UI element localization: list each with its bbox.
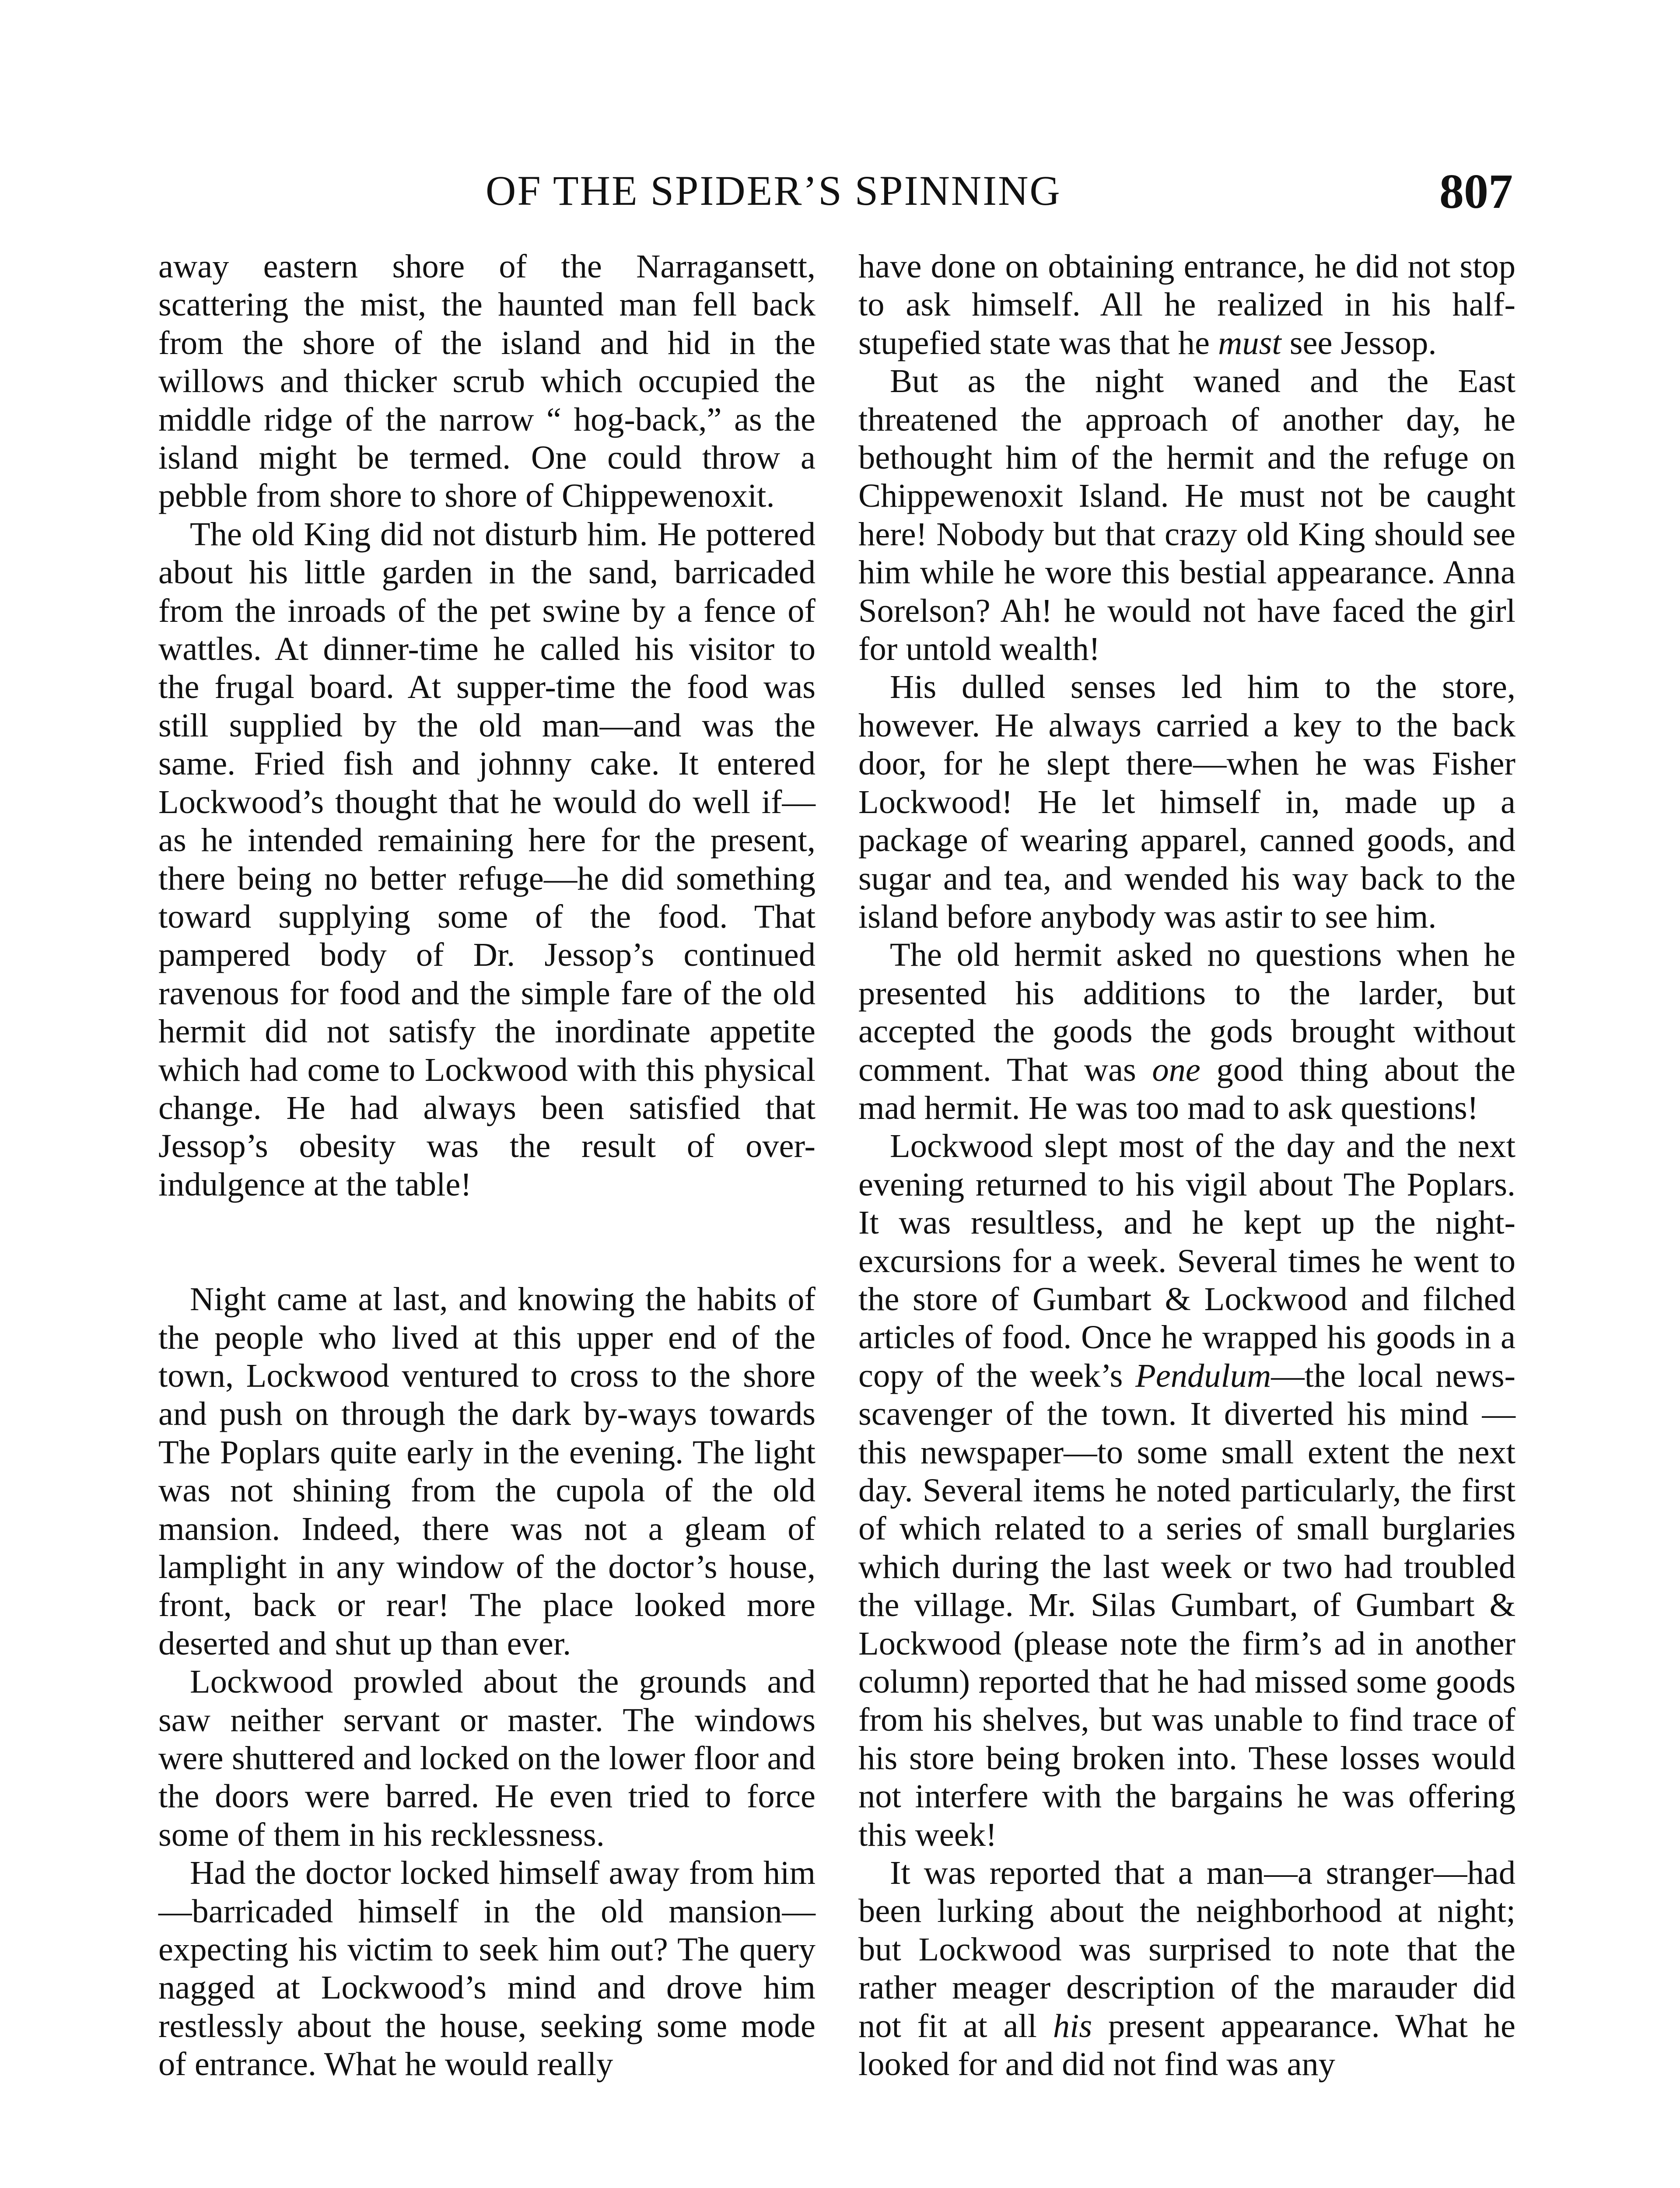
- paragraph: Had the doctor locked himself away from him—barricaded himself in the old mansion—expecting his victim to seek him out? The query nagged at Lockwood’s mind and drove him restlessly about the house, seeking some mode of entrance. What he would really: [158, 1854, 816, 2083]
- paragraph: [858, 1854, 1516, 2083]
- paragraph: Lockwood prowled about the grounds and saw neither servant or master. The windows were shuttered and locked on the lower floor and the doors were barred. He even tried to force some of them in his recklessness.: [158, 1663, 816, 1853]
- emphasis: one: [1152, 1051, 1200, 1088]
- text-run: It was reported that a man—a stranger—had been lurking about the neighborhood at night; but Lockwood was surprised to note that the rather meager description of the marauder did not fit at all: [858, 1854, 1516, 2044]
- paragraph: But as the night waned and the East threatened the approach of another day, he bethought him of the hermit and the refuge on Chippewenoxit Island. He must not be caught here! Nobody but that crazy old King should see him while he wore this bestial appearance. Anna Sorelson? Ah! he would not have faced the girl for untold wealth!: [858, 362, 1516, 668]
- paragraph: [858, 936, 1516, 1127]
- text-run: present appearance. What he looked for and did not find was any: [858, 2007, 1516, 2083]
- paragraph: [858, 1127, 1516, 1854]
- emphasis: Pendulum: [1135, 1357, 1271, 1394]
- text-run: see Jessop.: [1281, 324, 1437, 361]
- text-run: good thing about the mad hermit. He was too mad to ask questions!: [858, 1051, 1516, 1126]
- emphasis: must: [1218, 324, 1281, 361]
- text-run: have done on obtaining entrance, he did not stop to ask himself. All he realized in his half-stupefied state was that he: [858, 248, 1516, 361]
- paragraph: His dulled senses led him to the store, however. He always carried a key to the back door, for he slept there—when he was Fisher Lockwood! He let himself in, made up a package of wearing apparel, canned goods, and sugar and tea, and wended his way back to the island before anybody was astir to see him.: [858, 668, 1516, 935]
- left-column: [158, 247, 816, 2083]
- paragraph: The old King did not disturb him. He pottered about his little garden in the sand, barricaded from the inroads of the pet swine by a fence of wattles. At dinner-time he called his visitor to the frugal board. At supper-time the food was still supplied by the old man—and was the same. Fried fish and johnny cake. It entered Lockwood’s thought that he would do well if—as he intended remaining here for the present, there being no better refuge—he did something toward supplying some of the food. That pampered body of Dr. Jessop’s continued ravenous for food and the simple fare of the old hermit did not satisfy the inordinate appetite which had come to Lockwood with this physical change. He had always been satisfied that Jessop’s obesity was the result of over-indulgence at the table!: [158, 515, 816, 1203]
- text-run: The old hermit asked no questions when he presented his additions to the larder, but accepted the goods the gods brought without comment. That was: [858, 936, 1516, 1088]
- paragraph: away eastern shore of the Narragansett, scattering the mist, the haunted man fell back from the shore of the island and hid in the willows and thicker scrub which occupied the middle ridge of the narrow “ hog-back,” as the island might be termed. One could throw a pebble from shore to shore of Chippewenoxit.: [158, 248, 816, 515]
- text-run: —the local news-scavenger of the town. It diverted his mind —this newspaper—to some small extent the next day. Several items he noted particularly, the first of which related to a series of small burglaries which during the last week or two had troubled the village. Mr. Silas Gumbart, of Gumbart & Lockwood (please note the firm’s ad in another column) reported that he had missed some goods from his shelves, but was unable to find trace of his store being broken into. These losses would not interfere with the bargains he was offering this week!: [858, 1357, 1516, 1853]
- page-number: 807: [1439, 165, 1513, 219]
- paragraph: [858, 247, 1516, 362]
- running-title: OF THE SPIDER’S SPINNING: [486, 167, 1061, 214]
- paragraph: Night came at last, and knowing the habits of the people who lived at this upper end of the town, Lockwood ventured to cross to the shore and push on through the dark by-ways towards The Poplars quite early in the evening. The light was not shining from the cupola of the old mansion. Indeed, there was not a gleam of lamplight in any window of the doctor’s house, front, back or rear! The place looked more deserted and shut up than ever.: [158, 1280, 816, 1662]
- text-run: Lockwood slept most of the day and the next evening returned to his vigil about The Poplars. It was resultless, and he kept up the night-excursions for a week. Several times he went to the store of Gumbart & Lockwood and filched articles of food. Once he wrapped his goods in a copy of the week’s: [858, 1127, 1516, 1394]
- emphasis: his: [1053, 2007, 1092, 2044]
- page-header: [0, 166, 1680, 232]
- right-column: [858, 247, 1516, 2083]
